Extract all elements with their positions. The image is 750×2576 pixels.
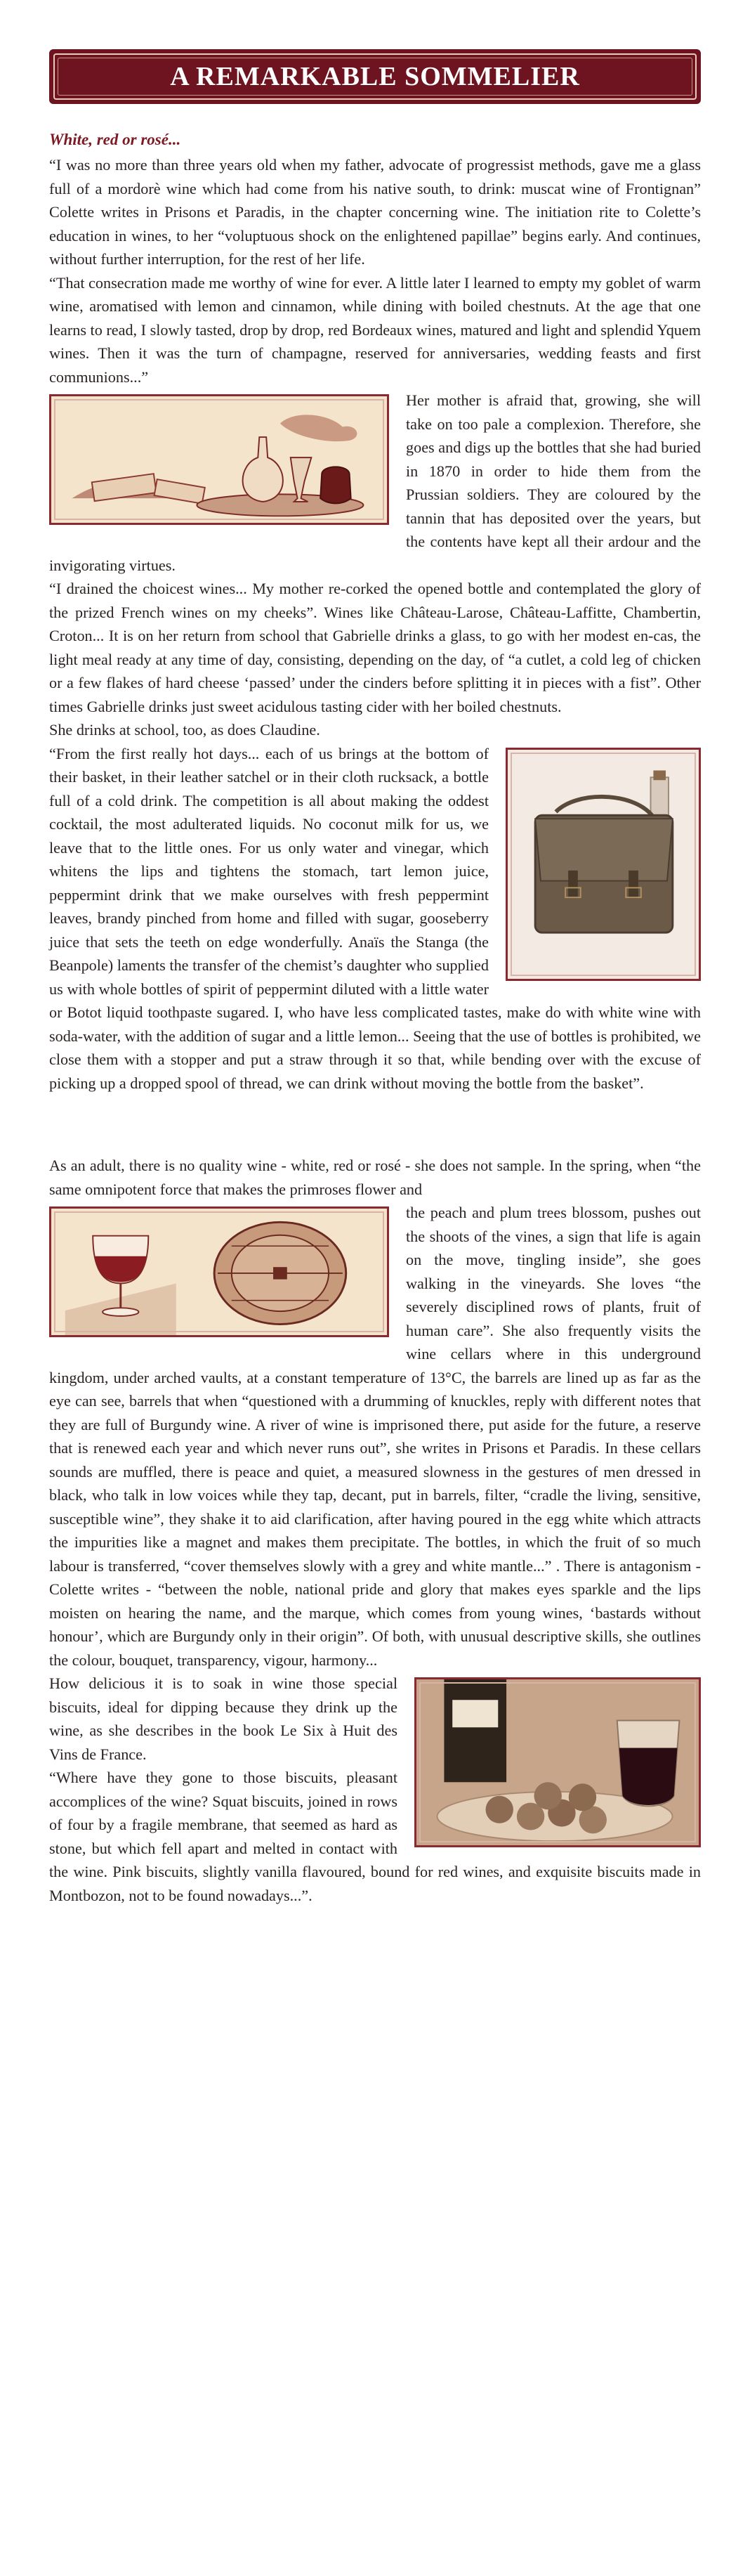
title-banner [49,49,701,104]
section-gap [49,1095,701,1154]
paragraph-lead: As an adult, there is no quality wine - white, red or rosé - she does not sample. In the spring, when “the same omnipotent force that makes the primroses flower and [49,1157,701,1198]
paragraph: Her mother is afraid that, growing, she will take on too pale a complexion. Therefore, she goes and digs up the bottles that she had buried in 1870 in order to hide them from the Prussian soldiers. They are coloured by the tannin that has deposited over the years, but the contents have kept all their ardour and the invigorating virtues. [49,391,701,574]
paragraph: “That consecration made me worthy of wine for ever. A little later I learned to empty my goblet of warm wine, aromatised with lemon and cinnamon, while dining with boiled chestnuts. At the age that one learns to read, I slowly tasted, drop by drop, red Bordeaux wines, matured and light and splendid Yquem wines. Then it was the turn of champagne, reserved for anniversaries, wedding feasts and first communions...” [49,273,701,386]
paragraph: “Where have they gone to those biscuits, pleasant accomplices of the wine? Squat biscuits, joined in rows of four by a fragile membrane, that seemed as hard as stone, but which fell apart and melted in contact with the wine. Pink biscuits, slightly vanilla flavoured, bound for red wines, and exquisite biscuits made in Montbozon, not to be found nowadays...”. [49,1769,701,1904]
paragraph: How delicious it is to soak in wine those special biscuits, ideal for dipping because they drink up the wine, as she describes in the book Le Six à Huit des Vins de France. [49,1674,397,1763]
paragraph: “I drained the choicest wines... My mother re-corked the opened bottle and contemplated the glory of the prized French wines on my cheeks”. Wines like Château-Larose, Château-Laffitte, Chambertin, Croton... It is on her return from school that Gabrielle drinks a glass, to go with her modest en-cas, the light meal ready at any time of day, consisting, depending on the day, of “a cutlet, a cold leg of chicken or a few flakes of hard cheese ‘passed’ under the cinders before splitting it in pieces with a fist”. Other times Gabrielle drinks just sweet acidulous tasting cider with her boiled chestnuts. [49,580,701,715]
wine-glass-barrel-illustration [49,1206,389,1337]
page-title: A REMARKABLE SOMMELIER [170,62,580,91]
still-life-illustration [49,394,389,525]
wine-biscuits-photo [414,1677,701,1847]
paragraph: “From the first really hot days... each of us brings at the bottom of their basket, in their leather satchel or in their cloth rucksack, a bottle full of a cold drink. The competition is all about making the oddest cocktail, the most adulterated liquids. No coconut milk for us, we leave that to the little ones. For us only water and vinegar, which whitens the lips and tightens the stomach, tart lemon juice, peppermint drink that we make ourselves with fresh peppermint leaves, brandy pinched from home and filled with sugar, gooseberry juice that sets the teeth on edge wonderfully. Anaïs the Stanga (the Beanpole) laments the transfer of the chemist’s daughter who supplied us with whole bottles of spirit of peppermint diluted with a little water or Botot liquid toothpaste sugared. I, who have less complicated tastes, make do with white wine with soda-water, with the addition of sugar and a little lemon... Seeing that the use of bottles is prohibited, we close them with a stopper and put a straw through it so that, while bending over with the excuse of picking up a dropped spool of thread, we can drink without moving the bottle from the basket”. [49,744,701,1092]
paragraph: She drinks at school, too, as does Claudine. [49,721,320,739]
article-page [0,49,750,2576]
paragraph: “I was no more than three years old when my father, advocate of progressist methods, gave me a glass full of a mordorè wine which had come from his native south, to drink: muscat wine of Frontignan” Colette writes in Prisons et Paradis, in the chapter concerning wine. The initiation rite to Colette’s education in wines, to her “voluptuous shock on the enlightened papillae” begins early. And continues, without further interruption, for the rest of her life. [49,156,701,268]
article-body [49,153,701,1907]
leather-satchel-photo [506,748,701,981]
section-subtitle: White, red or rosé... [49,131,181,148]
paragraph-continued: the peach and plum trees blossom, pushes out the shoots of the vines, a sign that life is again on the move, tingling inside”, she goes walking in the vineyards. She loves “the severely disciplined rows of plants, fruit of human care”. She also frequently visits the wine cellars where in this underground kingdom, under arched vaults, at a constant temperature of 13°C, the barrels are lined up as far as the eye can see, barrels that when “questioned with a drumming of knuckles, reply with different notes that they are full of Burgundy wine. A river of wine is imprisoned there, put aside for the future, a reserve that is renewed each year and which never runs out”, she writes in Prisons et Paradis. In these cellars sounds are muffled, there is peace and quiet, a measured slowness in the gestures of men dressed in black, who talk in low voices while they tap, decant, put in barrels, filter, “cradle the living, sensitive, susceptible wine”, they shake it to aid clarification, after having poured in the egg white which attracts the impurities like a magnet and makes them precipitate. The bottles, in which the fruit of so much labour is transferred, “cover themselves slowly with a grey and white mantle...” . There is antagonism - Colette writes - “between the noble, national pride and glory that makes eyes sparkle and the lips moisten on hearing the name, and the marque, which comes from young wines, ‘bastards without honour’, which are Burgundy only in their origin”. Of both, with unusual descriptive skills, she outlines the colour, bouquet, transparency, vigour, harmony... [49,1204,701,1669]
